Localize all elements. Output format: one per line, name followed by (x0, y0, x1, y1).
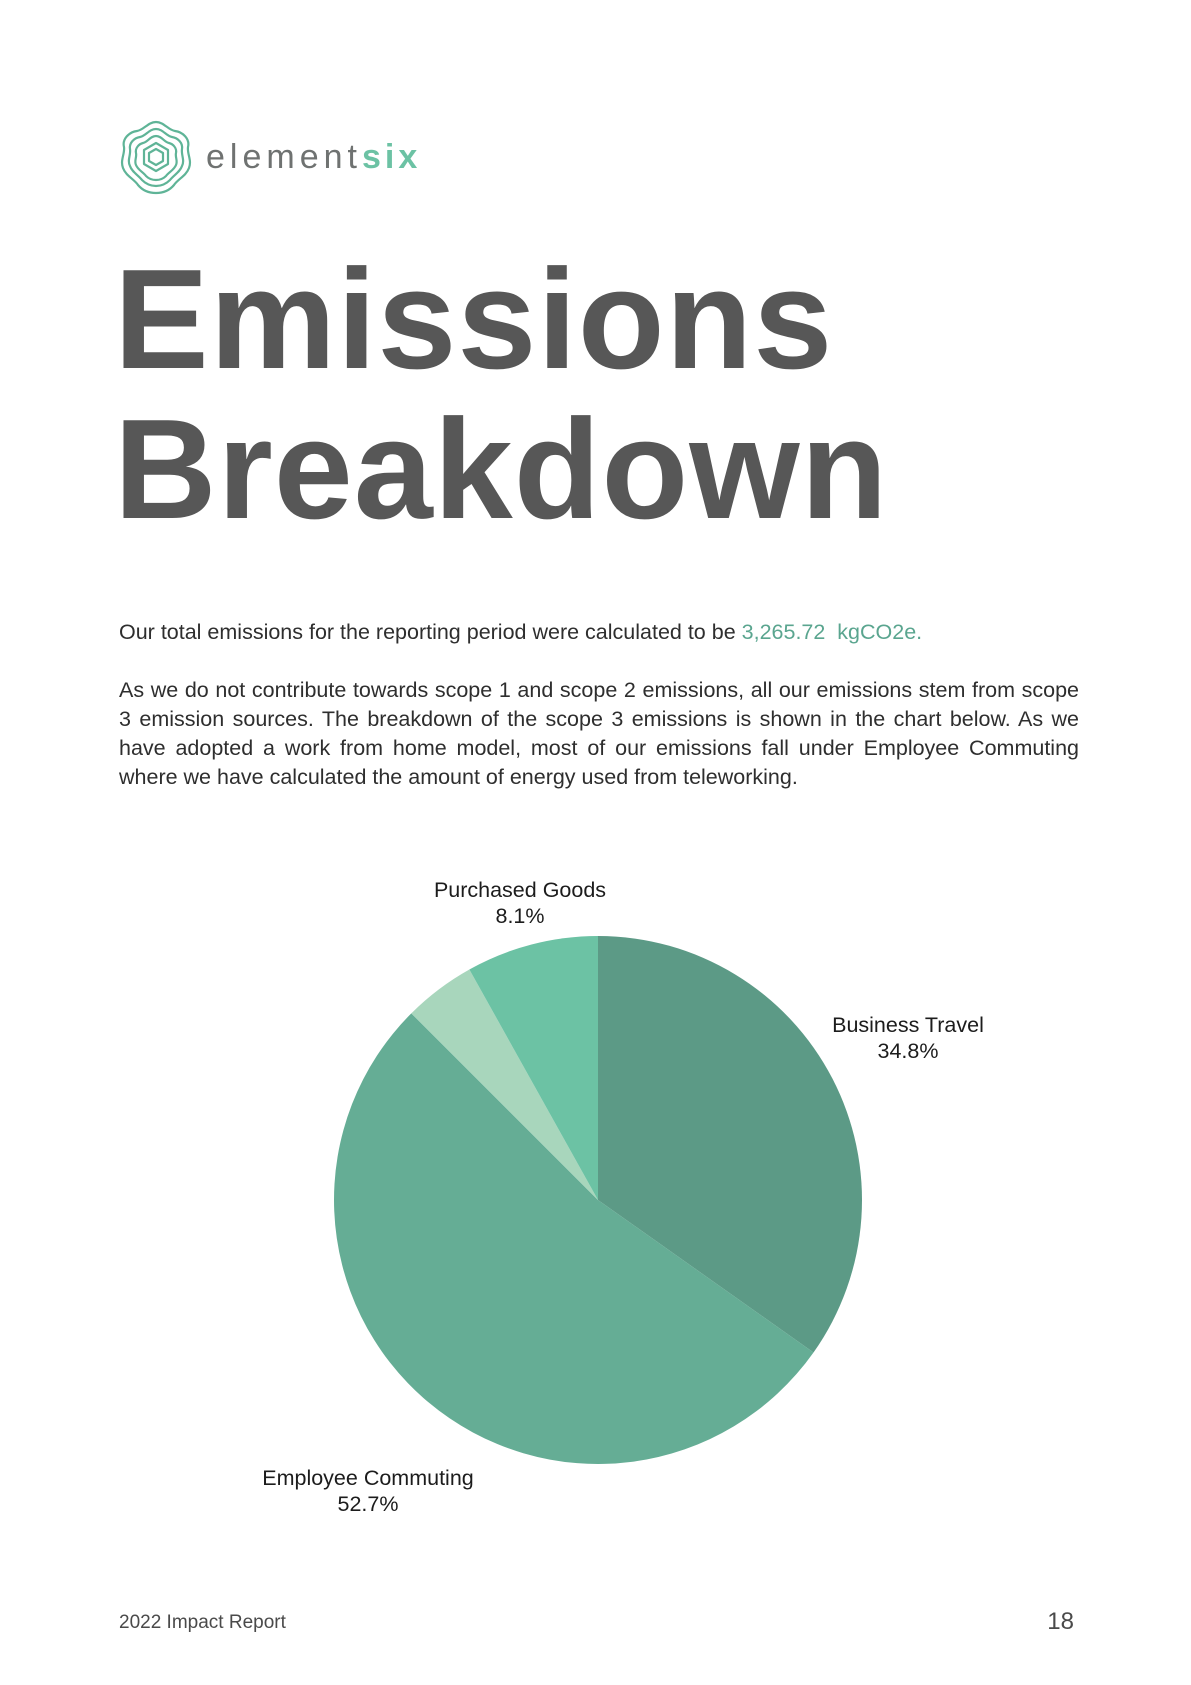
slice-label-employee-commuting: Employee Commuting (262, 1466, 474, 1490)
page-title (114, 240, 889, 549)
total-emissions-statement (119, 618, 1079, 647)
total-emissions-unit: kgCO2e. (837, 620, 923, 644)
slice-label-business-travel: Business Travel (832, 1013, 984, 1037)
intro-text: Our total emissions for the reporting period were calculated to be (119, 620, 742, 644)
hexagon-ripple-logo-icon (118, 118, 194, 196)
page-title-line-1: Emissions (114, 240, 834, 399)
slice-value-business-travel: 34.8% (877, 1039, 939, 1063)
page-title-line-2: Breakdown (114, 390, 889, 549)
slice-label-purchased-goods: Purchased Goods (433, 878, 607, 902)
footer-report-name: 2022 Impact Report (119, 1612, 286, 1633)
total-emissions-value: 3,265.72 (741, 620, 826, 644)
brand-name-bold: six (361, 137, 422, 176)
scope-explanation-paragraph: As we do not contribute towards scope 1 and scope 2 emissions, all our emissions stem from scope 3 emission sources. The breakdown of the scope 3 emissions is shown in the chart below. As we have adopted a work from home model, most of our emissions fall under Employee Commuting where we have calculated the amount of energy used from teleworking. (119, 678, 1079, 789)
emissions-pie-chart (0, 860, 1191, 1520)
brand-logo (118, 118, 421, 196)
footer-page-number: 18 (1047, 1608, 1074, 1635)
slice-value-employee-commuting: 52.7% (337, 1492, 399, 1516)
brand-wordmark (206, 138, 421, 177)
brand-name-light: element (206, 137, 362, 176)
slice-value-purchased-goods: 8.1% (495, 904, 545, 928)
